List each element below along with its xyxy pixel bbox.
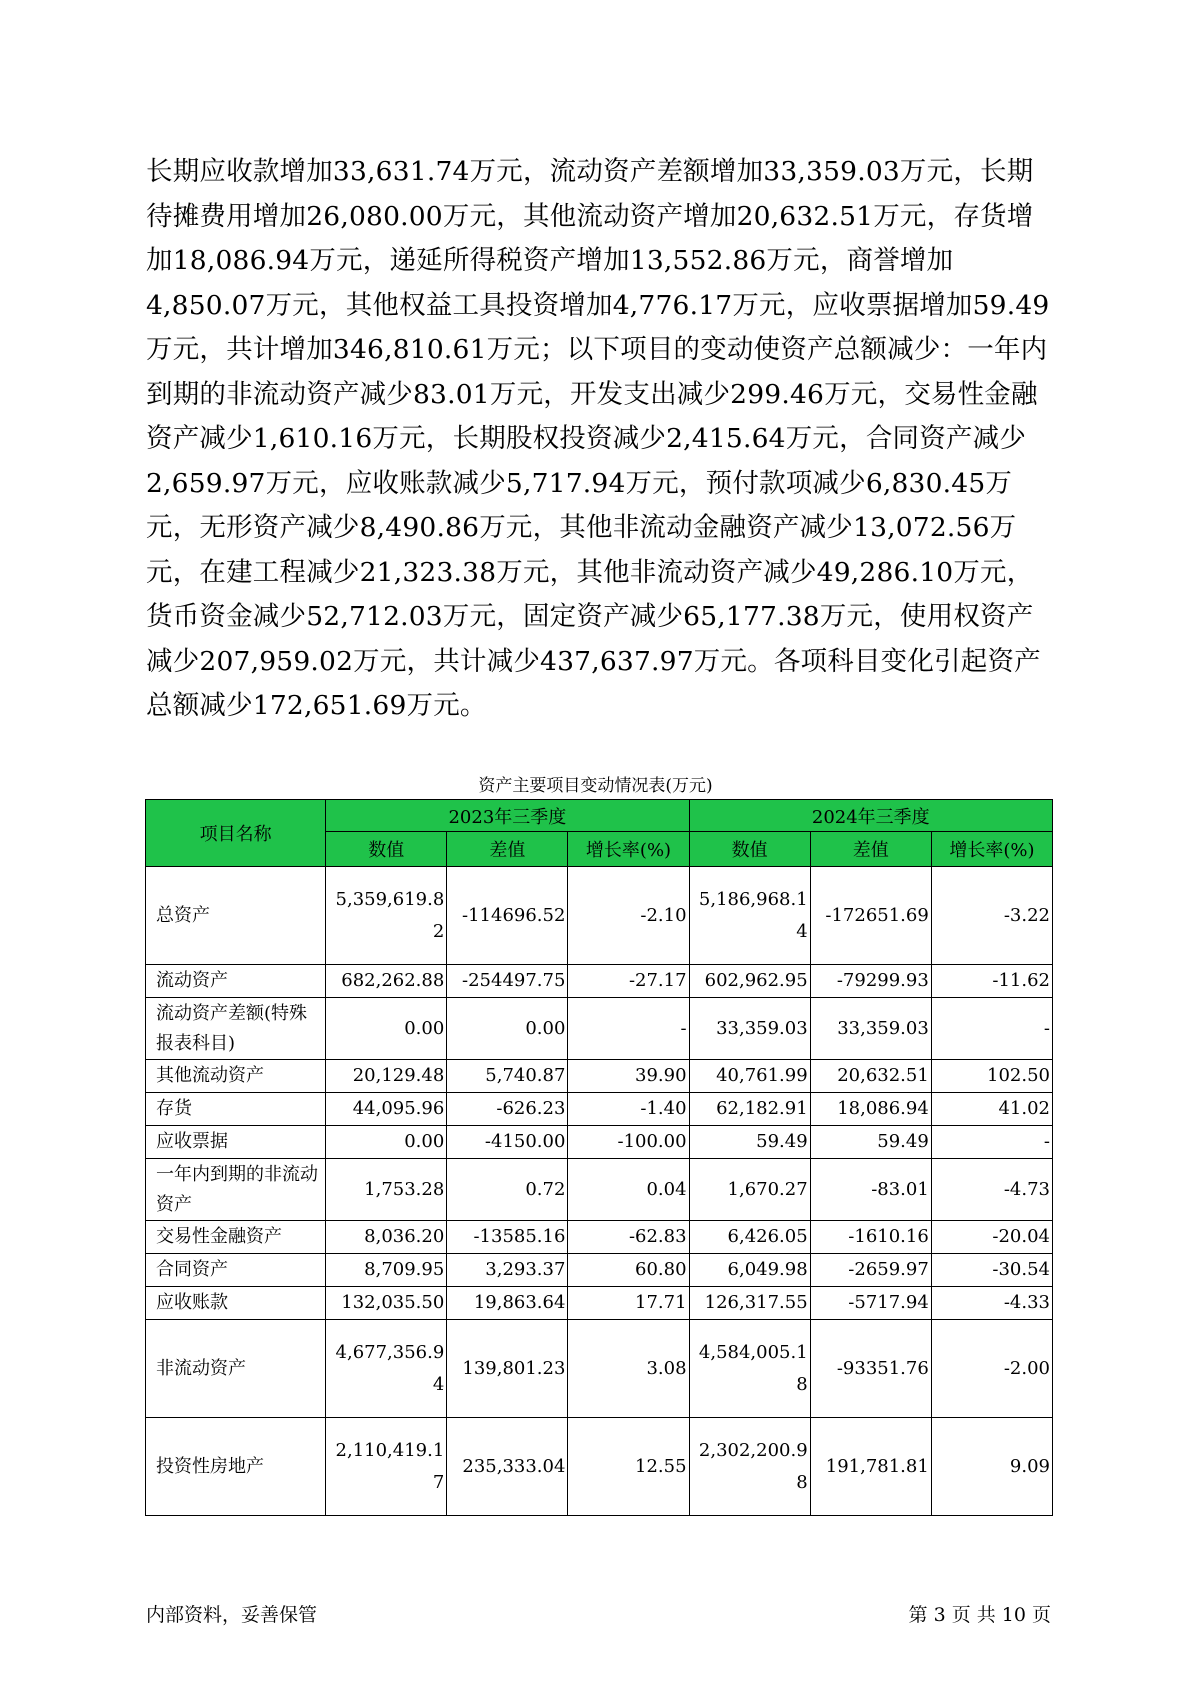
cell-growth-2023: 12.55 [568,1418,689,1516]
cell-diff-2024: -2659.97 [810,1254,931,1287]
cell-growth-2024: -11.62 [931,965,1052,998]
cell-growth-2023: - [568,998,689,1060]
table-row [146,1418,1053,1516]
table-row [146,965,1053,998]
cell-value-2024: 5,186,968.14 [689,867,810,965]
table-row [146,1221,1053,1254]
cell-diff-2023: -4150.00 [447,1126,568,1159]
cell-growth-2024: - [931,998,1052,1060]
cell-growth-2023: 3.08 [568,1320,689,1418]
cell-value-2023: 0.00 [326,998,447,1060]
cell-value-2024: 6,049.98 [689,1254,810,1287]
table-row [146,1159,1053,1221]
cell-diff-2024: 18,086.94 [810,1093,931,1126]
cell-diff-2023: 19,863.64 [447,1287,568,1320]
cell-diff-2024: 59.49 [810,1126,931,1159]
cell-diff-2024: -93351.76 [810,1320,931,1418]
cell-diff-2023: -13585.16 [447,1221,568,1254]
cell-value-2023: 1,753.28 [326,1159,447,1221]
cell-growth-2024: - [931,1126,1052,1159]
cell-value-2023: 4,677,356.94 [326,1320,447,1418]
cell-diff-2023: -254497.75 [447,965,568,998]
cell-growth-2023: 17.71 [568,1287,689,1320]
cell-value-2024: 6,426.05 [689,1221,810,1254]
cell-growth-2024: -3.22 [931,867,1052,965]
cell-diff-2024: -172651.69 [810,867,931,965]
cell-growth-2024: 41.02 [931,1093,1052,1126]
cell-diff-2024: -79299.93 [810,965,931,998]
cell-value-2024: 4,584,005.18 [689,1320,810,1418]
cell-value-2024: 59.49 [689,1126,810,1159]
header-diff-2023: 差值 [447,832,568,867]
cell-growth-2024: -2.00 [931,1320,1052,1418]
assets-change-table [145,799,1053,1516]
cell-growth-2023: -62.83 [568,1221,689,1254]
cell-value-2024: 2,302,200.98 [689,1418,810,1516]
cell-diff-2024: -5717.94 [810,1287,931,1320]
cell-diff-2023: -626.23 [447,1093,568,1126]
cell-value-2024: 126,317.55 [689,1287,810,1320]
cell-diff-2023: -114696.52 [447,867,568,965]
footer-confidential-note: 内部资料，妥善保管 [146,1604,318,1626]
cell-diff-2023: 235,333.04 [447,1418,568,1516]
row-name: 应收账款 [146,1287,326,1320]
cell-growth-2023: -100.00 [568,1126,689,1159]
cell-diff-2024: -1610.16 [810,1221,931,1254]
cell-diff-2023: 139,801.23 [447,1320,568,1418]
cell-growth-2023: 60.80 [568,1254,689,1287]
row-name: 流动资产 [146,965,326,998]
cell-value-2023: 132,035.50 [326,1287,447,1320]
header-diff-2024: 差值 [810,832,931,867]
cell-value-2024: 62,182.91 [689,1093,810,1126]
cell-growth-2023: -1.40 [568,1093,689,1126]
cell-value-2023: 5,359,619.82 [326,867,447,965]
cell-diff-2024: -83.01 [810,1159,931,1221]
cell-value-2023: 20,129.48 [326,1060,447,1093]
cell-diff-2024: 191,781.81 [810,1418,931,1516]
cell-growth-2024: 9.09 [931,1418,1052,1516]
footer-page-number: 第 3 页 共 10 页 [908,1604,1051,1626]
cell-value-2024: 602,962.95 [689,965,810,998]
row-name: 交易性金融资产 [146,1221,326,1254]
table-row [146,1320,1053,1418]
cell-growth-2023: 39.90 [568,1060,689,1093]
cell-growth-2024: -20.04 [931,1221,1052,1254]
cell-growth-2023: -27.17 [568,965,689,998]
table-row [146,1126,1053,1159]
row-name: 流动资产差额(特殊报表科目) [146,998,326,1060]
cell-growth-2024: -4.73 [931,1159,1052,1221]
cell-growth-2024: -30.54 [931,1254,1052,1287]
table-row [146,1093,1053,1126]
cell-value-2023: 0.00 [326,1126,447,1159]
row-name: 投资性房地产 [146,1418,326,1516]
cell-diff-2023: 0.72 [447,1159,568,1221]
table-row [146,1060,1053,1093]
cell-growth-2023: 0.04 [568,1159,689,1221]
cell-diff-2024: 20,632.51 [810,1060,931,1093]
cell-diff-2023: 0.00 [447,998,568,1060]
cell-value-2024: 1,670.27 [689,1159,810,1221]
row-name: 应收票据 [146,1126,326,1159]
cell-value-2024: 33,359.03 [689,998,810,1060]
cell-growth-2024: -4.33 [931,1287,1052,1320]
header-item-name: 项目名称 [146,800,326,867]
row-name: 存货 [146,1093,326,1126]
row-name: 其他流动资产 [146,1060,326,1093]
cell-value-2023: 2,110,419.17 [326,1418,447,1516]
cell-growth-2024: 102.50 [931,1060,1052,1093]
header-growth-2023: 增长率(%) [568,832,689,867]
table-row [146,1287,1053,1320]
body-paragraph: 长期应收款增加33,631.74万元，流动资产差额增加33,359.03万元，长期待摊费用增加26,080.00万元，其他流动资产增加20,632.51万元，存货增加18,086.94万元，递延所得税资产增加13,552.86万元，商誉增加4,850.07万元，其他权益工具投资增加4,776.17万元，应收票据增加59.49万元，共计增加346,810.61万元；以下项目的变动使资产总额减少：一年内到期的非流动资产减少83.01万元，开发支出减少299.46万元，交易性金融资产减少1,610.16万元，长期股权投资减少2,415.64万元，合同资产减少2,659.97万元，应收账款减少5,717.94万元，预付款项减少6,830.45万元，无形资产减少8,490.86万元，其他非流动金融资产减少13,072.56万元，在建工程减少21,323.38万元，其他非流动资产减少49,286.10万元，货币资金减少52,712.03万元，固定资产减少65,177.38万元，使用权资产减少207,959.02万元，共计减少437,637.97万元。各项科目变化引起资产总额减少172,651.69万元。 [146,156,1050,721]
table-row [146,867,1053,965]
cell-diff-2024: 33,359.03 [810,998,931,1060]
cell-value-2023: 8,709.95 [326,1254,447,1287]
cell-value-2023: 8,036.20 [326,1221,447,1254]
cell-diff-2023: 3,293.37 [447,1254,568,1287]
header-value-2024: 数值 [689,832,810,867]
table-caption: 资产主要项目变动情况表(万元) [478,776,713,796]
cell-growth-2023: -2.10 [568,867,689,965]
cell-value-2024: 40,761.99 [689,1060,810,1093]
row-name: 一年内到期的非流动资产 [146,1159,326,1221]
header-value-2023: 数值 [326,832,447,867]
row-name: 总资产 [146,867,326,965]
row-name: 非流动资产 [146,1320,326,1418]
header-growth-2024: 增长率(%) [931,832,1052,867]
header-period-2023: 2023年三季度 [326,800,689,832]
table-row [146,998,1053,1060]
table-row [146,1254,1053,1287]
header-period-2024: 2024年三季度 [689,800,1052,832]
cell-diff-2023: 5,740.87 [447,1060,568,1093]
row-name: 合同资产 [146,1254,326,1287]
cell-value-2023: 682,262.88 [326,965,447,998]
cell-value-2023: 44,095.96 [326,1093,447,1126]
